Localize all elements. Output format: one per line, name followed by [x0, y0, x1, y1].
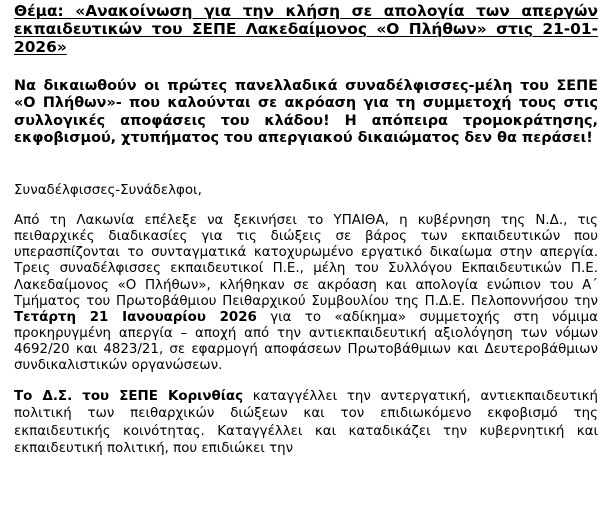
- paragraph-1-text-b: για το «αδίκημα» συμμετοχής στη νόμιμα προκηρυγμένη απεργία – αποχή από την αντιεκπαιδευτική αξιολόγηση των νόμων 4692/20 και 4823/21, σε εφαρμογή αποφάσεων Πρωτοβάθμιων και Δευτεροβάθμιων συνδικαλιστικών οργανώσεων.: [14, 309, 598, 374]
- document-page: [14, 0, 598, 457]
- document-subject: Θέμα: «Ανακοίνωση για την κλήση σε απολογία των απεργών εκπαιδευτικών του ΣΕΠΕ Λακεδαίμονος «Ο Πλήθων» στις 21-01-2026»: [14, 2, 598, 56]
- paragraph-1-date: Τετάρτη 21 Ιανουαρίου 2026: [14, 309, 257, 325]
- paragraph-2: [14, 388, 598, 457]
- paragraph-1: [14, 213, 598, 374]
- document-lead: Να δικαιωθούν οι πρώτες πανελλαδικά συναδέλφισσες-μέλη του ΣΕΠΕ «Ο Πλήθων»- που καλούνται σε ακρόαση για τη συμμετοχή τους στις συλλογικές αποφάσεις του κλάδου! Η απόπειρα τρομοκράτησης, εκφοβισμού, χτυπήματος του απεργιακού δικαιώματος δεν θα περάσει!: [14, 78, 598, 146]
- document-salutation: Συναδέλφισσες-Συνάδελφοι,: [14, 183, 202, 199]
- paragraph-2-text: καταγγέλλει την αντεργατική, αντιεκπαιδευτική πολιτική των πειθαρχικών διώξεων και τον επιδιωκόμενο εκφοβισμό της εκπαιδευτικής κοινότητας. Καταγγέλλει και καταδικάζει την κυβερνητική και εκπαιδευτική πολιτική, που επιδιώκει την: [14, 389, 598, 456]
- paragraph-2-lead: Το Δ.Σ. του ΣΕΠΕ Κορινθίας: [14, 389, 244, 405]
- paragraph-1-text-a: Από τη Λακωνία επέλεξε να ξεκινήσει το ΥΠΑΙΘΑ, η κυβέρνηση της Ν.Δ., τις πειθαρχικές διαδικασίες για τις διώξεις σε βάρος των εκπαιδευτικών που υπερασπίζονται το συνταγματικά κατοχυρωμένο εργατικό δικαίωμα στην απεργία. Τρεις συναδέλφισσες εκπαιδευτικοί Π.Ε., μέλη του Συλλόγου Εκπαιδευτικών Π.Ε. Λακεδαίμονος «Ο Πλήθων», κλήθηκαν σε ακρόαση και απολογία ενώπιον του Α΄ Τμήματος του Πρωτοβάθμιου Πειθαρχικού Συμβουλίου της Π.Δ.Ε. Πελοποννήσου την: [14, 213, 598, 309]
